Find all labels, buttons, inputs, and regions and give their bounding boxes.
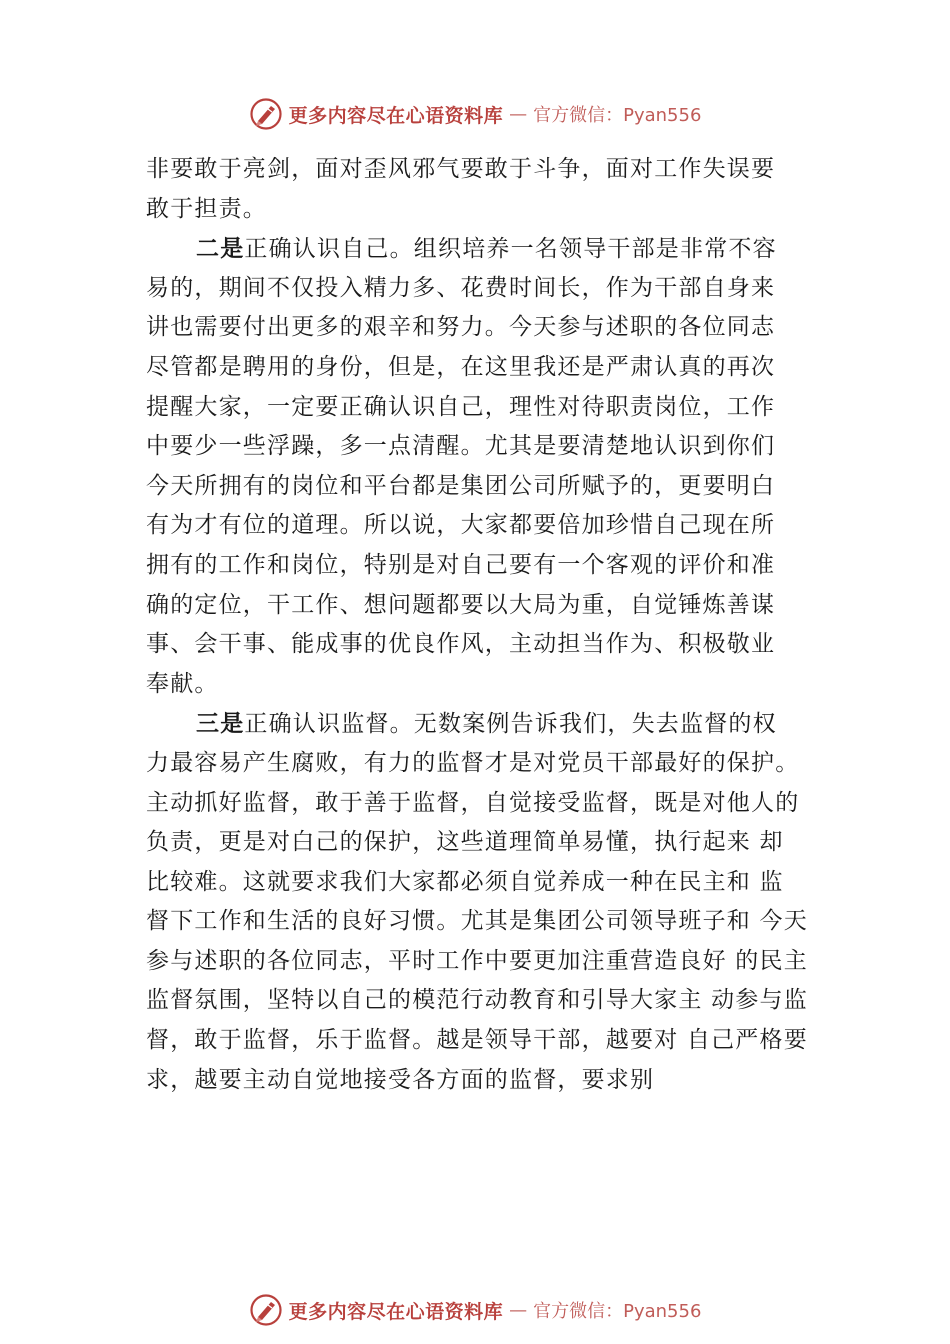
paragraph-2-lead: 二是: [196, 235, 245, 263]
text-line: 敢于担责。: [146, 195, 267, 222]
header-contact-text: 官方微信：Pyan556: [533, 105, 702, 126]
text-line: 提醒大家，一定要正确认识自己，理性对待职责岗位，工作: [146, 393, 776, 420]
text-line: 监督氛围，坚特以自己的模范行动教育和引导大家主 动参与监: [146, 987, 808, 1014]
paragraph-3-first-text: 正确认识监督。无数案例告诉我们，失去监督的权: [244, 711, 777, 738]
document-body: [146, 150, 834, 1100]
paragraph-3-lead: 三是: [196, 710, 245, 738]
footer-contact-text: 官方微信：Pyan556: [533, 1301, 702, 1322]
text-line: 负责，更是对白己的保护，这些道理简单易懂，执行起来 却: [146, 829, 784, 856]
text-line: 中要少一些浮躁，多一点清醒。尤其是要清楚地认识到你们: [146, 433, 776, 460]
footer-banner: [0, 1290, 950, 1330]
paragraph-2-first-text: 正确认识自己。组织培养一名领导干部是非常不容: [244, 236, 777, 263]
text-line: 力最容易产生腐败，有力的监督才是对党员干部最好的保护。: [146, 749, 800, 776]
pen-logo-icon: [249, 1293, 283, 1327]
text-line: 易的，期间不仅投入精力多、花费时间长，作为干部自身来: [146, 274, 776, 301]
text-line: 今天所拥有的岗位和平台都是集团公司所赋予的，更要明白: [146, 472, 776, 499]
text-line: 讲也需要付出更多的艰辛和努力。今天参与述职的各位同志: [146, 314, 776, 341]
text-line: 尽管都是聘用的身份，但是，在这里我还是严肃认真的再次: [146, 353, 776, 380]
text-line: 参与述职的各位同志，平时工作中要更加注重营造良好 的民主: [146, 947, 808, 974]
text-line: 拥有的工作和岗位，特别是对自己要有一个客观的评价和准: [146, 551, 776, 578]
paragraph-2-first-line: [146, 229, 834, 269]
text-line: 奉献。: [146, 670, 219, 697]
text-line: 比较难。这就要求我们大家都必须自觉养成一种在民主和 监: [146, 868, 784, 895]
text-line: 有为才有位的道理。所以说，大家都要倍加珍惜自己现在所: [146, 512, 776, 539]
text-line: 事、会干事、能成事的优良作风，主动担当作为、积极敬业: [146, 631, 776, 658]
text-line: 非要敢于亮剑，面对歪风邪气要敢于斗争，面对工作失误要: [146, 156, 776, 182]
pen-logo-icon: [249, 97, 283, 131]
text-line: 督，敢于监督，乐于监督。越是领导干部，越要对 自己严格要: [146, 1027, 808, 1054]
header-banner: [0, 94, 950, 134]
header-separator: —: [509, 103, 528, 125]
text-line: 督下工作和生活的良好习惯。尤其是集团公司领导班子和 今天: [146, 908, 808, 935]
footer-brand-text: 更多内容尽在心语资料库: [288, 1300, 504, 1323]
text-line: 主动抓好监督，敢于善于监督，自觉接受监督，既是对他人的: [146, 789, 800, 816]
footer-separator: —: [509, 1299, 528, 1321]
text-line: 确的定位，干工作、想问题都要以大局为重，自觉锤炼善谋: [146, 591, 776, 618]
text-line: 求，越要主动自觉地接受各方面的监督，要求别: [146, 1066, 655, 1093]
header-brand-text: 更多内容尽在心语资料库: [288, 104, 504, 127]
paragraph-3-first-line: [146, 704, 834, 744]
